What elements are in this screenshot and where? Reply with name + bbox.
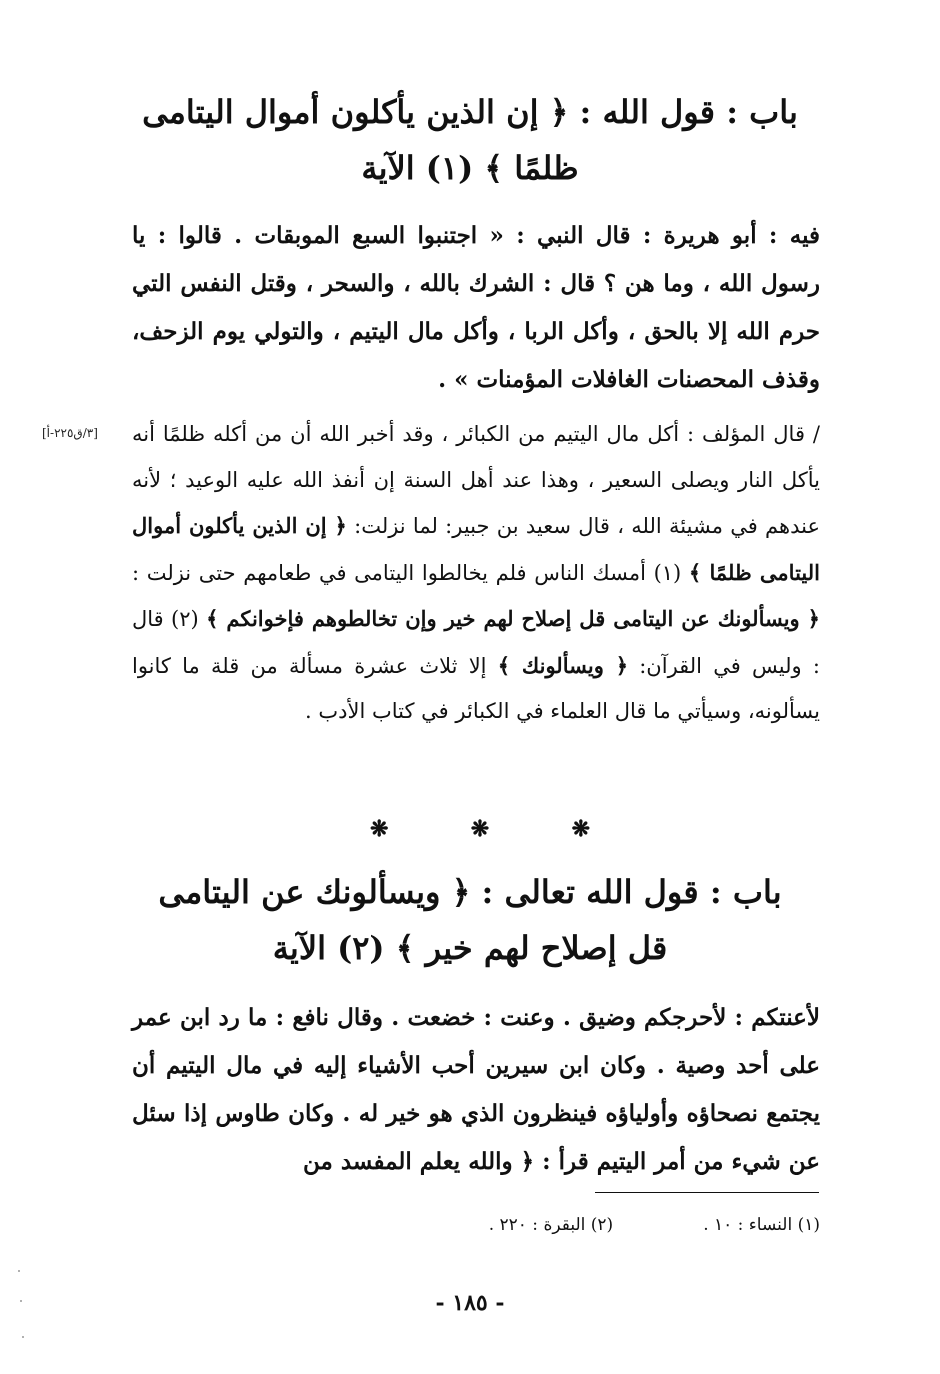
- commentary-text-1: / قال المؤلف : أكل مال اليتيم من الكبائر ، وقد أخبر الله أن من أكله ظلمًا أنه يأكل النار ويصلى السعير ، وهذا عند أهل السنة إن أنفذ الله عليه الوعيد ؛ لأنه عندهم في مشيئة الله ، قال سعيد بن جبير: لما نزلت:: [132, 422, 820, 538]
- page-number: - ١٨٥ -: [435, 1290, 505, 1316]
- margin-manuscript-reference: [٣/ق٢٢٥-أ]: [42, 426, 98, 440]
- chapter-heading-2-line-1: باب : قول الله تعالى : ﴿ ويسألونك عن اليتامى: [158, 873, 782, 911]
- separator-star-icon: ❋: [571, 816, 590, 842]
- commentary-text-3: (٢) قال : وليس في القرآن:: [132, 607, 820, 678]
- scan-speck: [18, 1270, 20, 1272]
- commentary-text-4: إلا ثلاث عشرة مسألة من قلة ما كانوا يسألونه، وسيأتي ما قال العلماء في الكبائر في كتاب الأدب .: [132, 653, 820, 723]
- footnotes: [300, 1210, 820, 1240]
- quran-quote-2: ﴿ ويسألونك عن اليتامى قل إصلاح لهم خير وإن تخالطوهم فإخوانكم ﴾: [206, 606, 820, 631]
- commentary-paragraph-1: [132, 412, 820, 735]
- commentary-text-2: (١) أمسك الناس فلم يخالطوا اليتامى في طعامهم حتى نزلت :: [132, 560, 682, 585]
- quran-quote-3: ﴿ ويسألونك ﴾: [497, 652, 628, 678]
- section-separator: [370, 816, 590, 842]
- chapter-heading-1: [120, 84, 820, 196]
- chapter-heading-2-line-2: قل إصلاح لهم خير ﴾ (٢) الآية: [272, 929, 668, 967]
- chapter-heading-1-line-1: باب : قول الله : ﴿ إن الذين يأكلون أموال اليتامى: [142, 93, 798, 131]
- scan-speck: [22, 1336, 24, 1338]
- separator-star-icon: ❋: [370, 816, 389, 842]
- scan-speck: [20, 1300, 22, 1302]
- footnote-divider: [595, 1192, 819, 1193]
- hadith-paragraph: فيه : أبو هريرة : قال النبي : « اجتنبوا السبع الموبقات . قالوا : يا رسول الله ، وما هن ؟ قال : الشرك بالله ، والسحر ، وقتل النفس التي حرم الله إلا بالحق ، وأكل الربا ، وأكل مال اليتيم ، والتولي يوم الزحف، وقذف المحصنات الغافلات المؤمنات » .: [132, 222, 820, 393]
- chapter-heading-1-line-2: ظلمًا ﴾ (١) الآية: [361, 149, 579, 187]
- separator-star-icon: ❋: [470, 816, 490, 842]
- footnote-2: (٢) البقرة : ٢٢٠ .: [488, 1215, 614, 1235]
- quran-quote-1: ﴿ إن الذين يأكلون أموال اليتامى ظلمًا ﴾: [132, 513, 820, 585]
- footnote-1: (١) النساء : ١٠ .: [703, 1215, 820, 1235]
- commentary-paragraph-2: لأعنتكم : لأحرجكم وضيق . وعنت : خضعت . وقال نافع : ما رد ابن عمر على أحد وصية . وكان ابن سيرين أحب الأشياء إليه في مال اليتيم أن يجتمع نصحاؤه وأولياؤه فينظرون الذي هو خير له . وكان طاوس إذا سئل عن شيء من أمر اليتيم قرأ : ﴿ والله يعلم المفسد من: [132, 1004, 820, 1175]
- chapter-heading-2: [120, 864, 820, 976]
